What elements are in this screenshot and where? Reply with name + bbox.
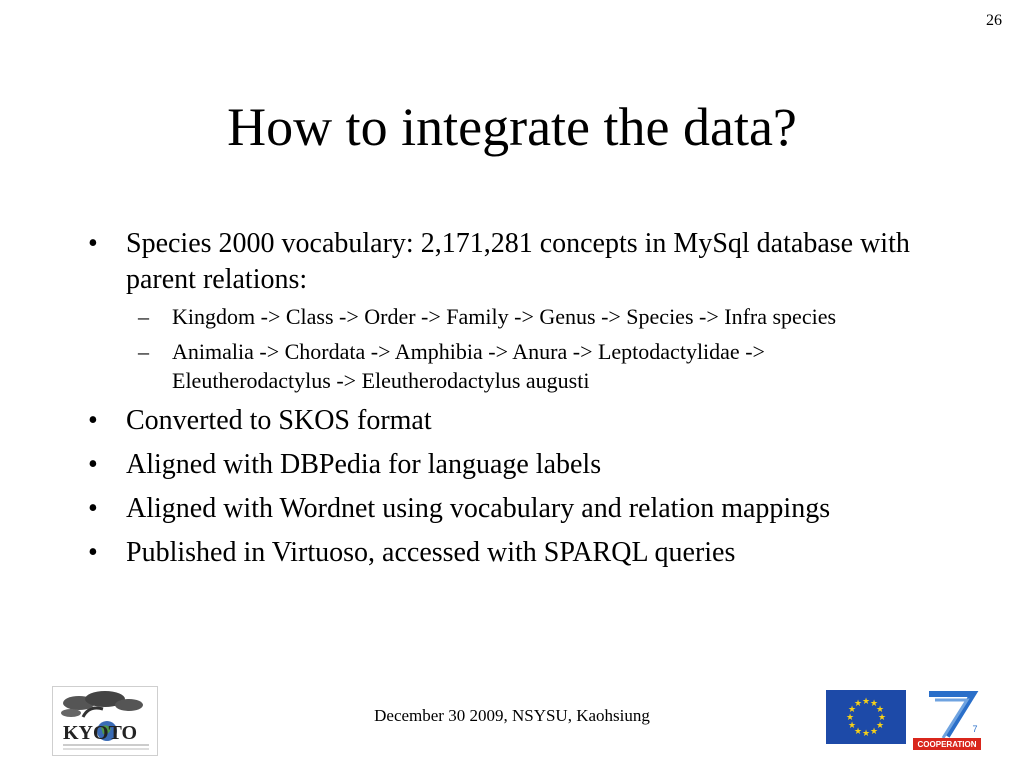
svg-text:★: ★ — [861, 697, 871, 707]
bullet-item — [88, 226, 948, 395]
eu-stars-icon — [826, 690, 906, 744]
bullet-list — [88, 226, 948, 571]
svg-text:★: ★ — [847, 721, 857, 731]
svg-text:★: ★ — [869, 727, 879, 737]
sub-bullet-list — [126, 302, 948, 395]
bullet-item: • Aligned with Wordnet using vocabulary and relation mappings — [88, 491, 948, 527]
slide-content — [88, 226, 948, 579]
svg-text:★: ★ — [847, 705, 857, 715]
bullet-item: • Converted to SKOS format — [88, 403, 948, 439]
fp7-number: 7 — [972, 724, 978, 734]
svg-text:★: ★ — [869, 699, 879, 709]
svg-text:★: ★ — [861, 729, 871, 739]
sub-bullet-item: – Animalia -> Chordata -> Amphibia -> Anura -> Leptodactylidae -> Eleutherodactylus -> Eleutherodactylus augusti — [126, 337, 892, 395]
bullet-item: • Aligned with DBPedia for language labels — [88, 447, 948, 483]
fp7-cooperation-label: COOPERATION — [917, 740, 977, 749]
fp7-cooperation-logo — [911, 688, 983, 752]
svg-text:★: ★ — [845, 713, 855, 723]
slide-footer: December 30 2009, NSYSU, Kaohsiung — [374, 706, 650, 725]
svg-text:★: ★ — [875, 721, 885, 731]
svg-text:★: ★ — [875, 705, 885, 715]
slide-title: How to integrate the data? — [227, 97, 797, 157]
fp7-logo-graphic — [911, 688, 983, 752]
kyoto-logo-text: KYOTO — [63, 722, 138, 744]
bullet-item: • Published in Virtuoso, accessed with SPARQL queries — [88, 535, 948, 571]
eu-flag-logo — [826, 690, 906, 744]
page-number: 26 — [986, 12, 1002, 29]
svg-text:★: ★ — [853, 727, 863, 737]
sub-bullet-item: – Kingdom -> Class -> Order -> Family -> Genus -> Species -> Infra species — [126, 302, 892, 331]
svg-text:★: ★ — [877, 713, 887, 723]
bullet-text: Species 2000 vocabulary: 2,171,281 concepts in MySql database with parent relations: — [126, 228, 910, 295]
svg-text:★: ★ — [853, 699, 863, 709]
